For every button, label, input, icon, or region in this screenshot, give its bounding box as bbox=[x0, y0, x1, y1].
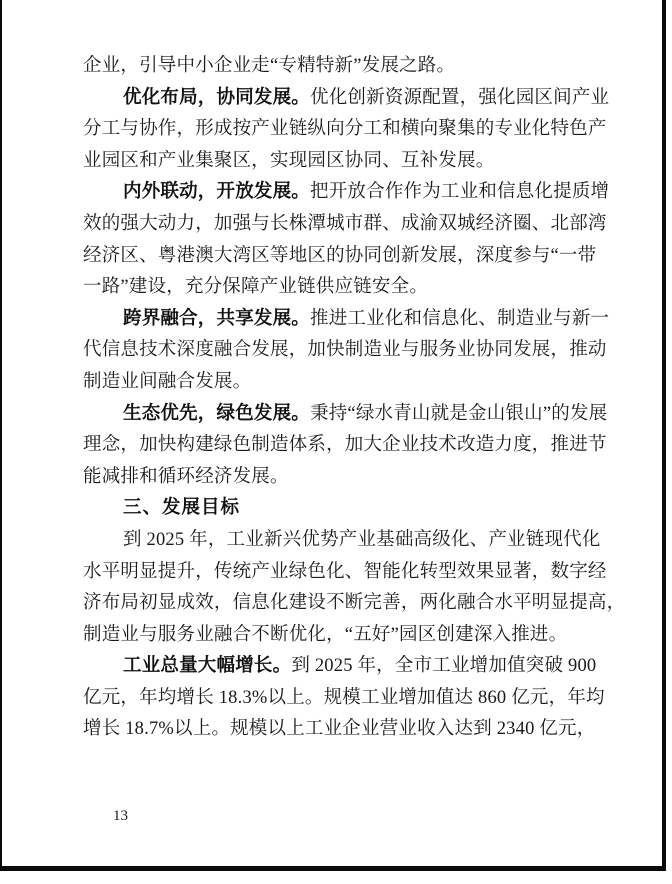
text-line bbox=[83, 397, 608, 429]
page-body bbox=[83, 49, 626, 744]
text-line bbox=[83, 712, 596, 744]
line-text: 能减排和循环经济发展。 bbox=[83, 466, 289, 487]
text-line bbox=[83, 365, 569, 397]
line-text: 亿元，年均增长 18.3%以上。规模工业增加值达 860 亿元，年均 bbox=[83, 687, 605, 708]
line-text: 到 2025 年，工业新兴优势产业基础高级化、产业链现代化 bbox=[123, 529, 601, 550]
text-line bbox=[83, 460, 569, 492]
line-text: 制造业间融合发展。 bbox=[83, 371, 252, 392]
page-number: 13 bbox=[113, 808, 128, 824]
line-text: 优化创新资源配置，强化园区间产业 bbox=[310, 87, 610, 108]
scan-edge-right bbox=[662, 0, 666, 871]
lead-phrase: 跨界融合，共享发展。 bbox=[123, 306, 311, 328]
line-text: 增长 18.7%以上。规模以上工业企业营业收入达到 2340 亿元， bbox=[83, 719, 596, 740]
section-heading-text: 三、发展目标 bbox=[123, 496, 241, 518]
line-text: 经济区、粤港澳大湾区等地区的协同创新发展，深度参与“一带 bbox=[83, 245, 597, 266]
line-text: 秉持“绿水青山就是金山银山”的发展 bbox=[310, 403, 608, 424]
line-text: 济布局初显成效，信息化建设不断完善，两化融合水平明显提高， bbox=[83, 593, 626, 614]
line-text: 把开放合作作为工业和信息化提质增 bbox=[310, 182, 610, 203]
line-text: 制造业与服务业融合不断优化，“五好”园区创建深入推进。 bbox=[83, 624, 568, 645]
text-line bbox=[83, 586, 626, 618]
text-line bbox=[83, 302, 610, 334]
text-line bbox=[83, 207, 607, 239]
text-line bbox=[83, 81, 610, 113]
line-text: 水平明显提升，传统产业绿色化、智能化转型效果显著，数字经 bbox=[83, 561, 607, 582]
scan-edge-left bbox=[0, 0, 2, 868]
line-text: 业园区和产业集聚区，实现园区协同、互补发展。 bbox=[83, 150, 495, 171]
lead-phrase: 内外联动，开放发展。 bbox=[123, 180, 311, 202]
lead-phrase: 工业总量大幅增长。 bbox=[123, 654, 292, 676]
text-line bbox=[83, 681, 605, 713]
section-heading bbox=[83, 491, 569, 523]
text-line bbox=[83, 175, 610, 207]
lead-phrase: 生态优先，绿色发展。 bbox=[123, 401, 311, 423]
text-line bbox=[83, 270, 569, 302]
text-line bbox=[83, 618, 569, 650]
text-line bbox=[83, 428, 607, 460]
text-line bbox=[83, 112, 607, 144]
line-text: 企业，引导中小企业走“专精特新”发展之路。 bbox=[83, 56, 456, 76]
line-text: 一路”建设，充分保障产业链供应链安全。 bbox=[83, 277, 429, 298]
line-text: 推进工业化和信息化、制造业与新一 bbox=[310, 308, 610, 329]
text-line bbox=[83, 555, 607, 587]
text-line bbox=[83, 649, 597, 681]
scan-edge-bottom bbox=[0, 866, 666, 871]
line-text: 效的强大动力，加强与长株潭城市群、成渝双城经济圈、北部湾 bbox=[83, 213, 607, 234]
line-text: 代信息技术深度融合发展，加快制造业与服务业协同发展，推动 bbox=[83, 340, 607, 361]
text-line bbox=[83, 239, 597, 271]
line-text: 理念，加快构建绿色制造体系，加大企业技术改造力度，推进节 bbox=[83, 435, 607, 456]
text-line bbox=[83, 333, 607, 365]
text-line bbox=[83, 144, 569, 176]
line-text: 分工与协作，形成按产业链纵向分工和横向聚集的专业化特色产 bbox=[83, 119, 607, 140]
text-line bbox=[83, 49, 569, 81]
line-text: 到 2025 年，全市工业增加值突破 900 bbox=[291, 656, 597, 677]
lead-phrase: 优化布局，协同发展。 bbox=[123, 85, 311, 107]
text-line bbox=[83, 523, 601, 555]
